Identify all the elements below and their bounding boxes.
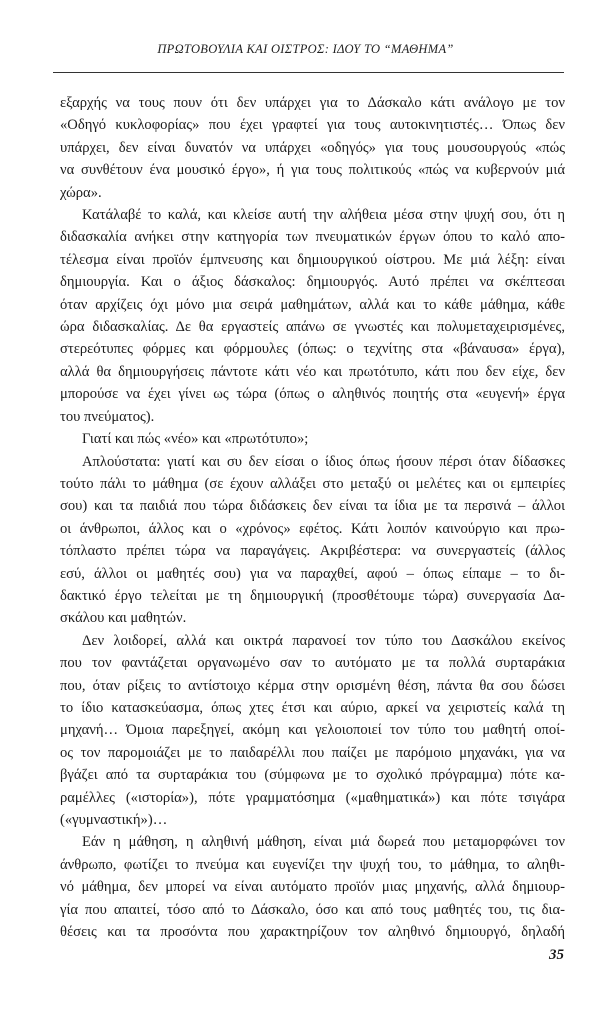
- text-line: εσύ, άλλοι οι μαθητές σου) για να παραχθεί, αφού – όπως είπαμε – το δι-: [60, 565, 565, 582]
- text-line: διδασκαλία ανήκει στην κατηγορία των πνευματικών έργων όπου το καλό απο-: [60, 229, 565, 246]
- text-line: θέσεις και τα προσόντα που χαρακτηρίζουν τον αληθινό δημιουργό, δηλαδή: [60, 924, 565, 941]
- text-line: μηχανή… Όμοια παρεξηγεί, ακόμη και γελοιοποιεί τον τύπο του μαθητή οποί-: [60, 722, 565, 739]
- text-line: ος τον παρομοιάζει με το παιδαρέλλι που παίζει με παρόμοιο μηχανάκι, για να: [60, 744, 565, 761]
- text-line: σκάλου και μαθητών.: [60, 610, 187, 627]
- text-line: άνθρωπο, φωτίζει το πνεύμα και ευγενίζει την ψυχή του, το μάθημα, το αληθι-: [60, 856, 565, 873]
- body-text: [60, 92, 565, 943]
- text-line: Κατάλαβέ το καλά, και κλείσε αυτή την αλήθεια μέσα στην ψυχή σου, ότι η: [82, 207, 565, 224]
- text-line: αλλά θα δημιουργήσεις πάντοτε κάτι νέο και πρωτότυπο, κάτι που δεν είχε, δεν: [60, 363, 565, 380]
- text-line: που, όταν ρίξεις το αντίστοιχο κέρμα στην ορισμένη θέση, πάντα θα σου δώσει: [60, 677, 565, 694]
- text-line: («γυμναστική»)…: [60, 812, 168, 828]
- text-line: υπάρχει, δεν είναι δυνατόν να υπάρχει «οδηγός» για τους μουσουργούς «πώς: [60, 139, 565, 156]
- page-number: 35: [549, 947, 564, 963]
- text-line: βγάζει από τα συρταράκια του (σύμφωνα με το σχολικό πρόγραμμα) πότε κα-: [60, 767, 565, 784]
- header-rule: [53, 72, 564, 73]
- text-line: που τον φαντάζεται οργανωμένο σαν το αυτόματο με τα πολλά συρταράκια: [60, 655, 565, 672]
- text-line: τόπλαστο πρέπει τώρα να παραγάγεις. Ακριβέστερα: να συνεργαστείς (άλλος: [60, 543, 565, 560]
- text-line: Απλούστατα: γιατί και συ δεν είσαι ο ίδιος όπως ήσουν πέρσι όταν δίδασκες: [82, 453, 565, 470]
- text-line: Δεν λοιδορεί, αλλά και οικτρά παρανοεί τον τύπο του Δασκάλου εκείνος: [82, 632, 565, 649]
- text-line: τέλεσμα είναι προϊόν έμπνευσης και δημιουργικού οίστρου. Με μιά λέξη: είναι: [60, 251, 565, 268]
- text-line: νό μάθημα, δεν μπορεί να είναι αυτόματο προϊόν μιας μηχανής, αλλά δημιουρ-: [60, 879, 565, 896]
- text-line: Εάν η μάθηση, η αληθινή μάθηση, είναι μιά δωρεά που μεταμορφώνει τον: [82, 834, 565, 851]
- text-line: ραμέλλες («ιστορία»), πότε γραμματόσημα («μαθηματικά») και πότε τσιγάρα: [60, 789, 565, 806]
- text-line: εξαρχής να τους πουν ότι δεν υπάρχει για το Δάσκαλο κάτι ανάλογο με τον: [60, 95, 565, 111]
- text-line: οι άνθρωποι, άλλος και ο «χρόνος» εφέτος. Κάτι λοιπόν καινούργιο και πρω-: [60, 520, 565, 537]
- text-line: Γιατί και πώς «νέο» και «πρωτότυπο»;: [82, 431, 309, 448]
- text-line: σου) και τα παιδιά που τώρα διδάσκεις δεν είναι τα ίδια με τα περσινά – άλλοι: [60, 498, 565, 515]
- text-line: «Οδηγό κυκλοφορίας» που έχει γραφτεί για τους αυτοκινητιστές… Όπως δεν: [60, 117, 565, 134]
- text-line: τούτο πάλι το μάθημα (σε έχουν αλλάξει στο μεταξύ οι μελέτες και οι εμπειρίες: [60, 475, 565, 492]
- text-line: ώρα διδασκαλίας. Δε θα εργαστείς απάνω σε γνωστές και πολυμεταχειρισμένες,: [60, 319, 565, 336]
- text-line: γία που απαιτεί, τόσο από το Δάσκαλο, όσο και από τους μαθητές του, τις δια-: [60, 901, 565, 918]
- text-line: το ίδιο κατασκεύασμα, όπως χτες έτσι και αύριο, αρκεί να χειριστείς καλά τη: [60, 699, 565, 716]
- text-line: δημιουργία. Και ο άξιος δάσκαλος: δημιουργός. Αυτό πρέπει να σκέπτεσαι: [60, 274, 565, 291]
- text-line: να συνθέτουν ένα μουσικό έργο», ή για τους πολιτικούς «πώς να κυβερνούν μιά: [60, 162, 565, 179]
- text-line: του πνεύματος).: [60, 408, 155, 425]
- running-header: ΠΡΩΤΟΒΟΥΛΙΑ ΚΑΙ ΟΙΣΤΡΟΣ: ΙΔΟΥ ΤΟ “ΜΑΘΗΜΑ”: [157, 42, 454, 56]
- text-line: στερεότυπες φόρμες και φόρμουλες (όπως: ο τεχνίτης στα «βάναυσα» έργα),: [60, 341, 565, 358]
- text-line: δακτικό έργο τελείται με τη δημιουργική (προσθέτουμε τώρα) συνεργασία Δα-: [60, 587, 565, 604]
- text-line: όταν αρχίζεις όχι μόνο μια σειρά μαθημάτων, αλλά και το κάθε μάθημα, κάθε: [60, 296, 565, 313]
- text-line: μπορούσε να έχει γίνει ως τώρα (όπως ο αληθινός ποιητής στα «ευγενή» έργα: [60, 386, 565, 403]
- text-line: χώρα».: [60, 184, 102, 201]
